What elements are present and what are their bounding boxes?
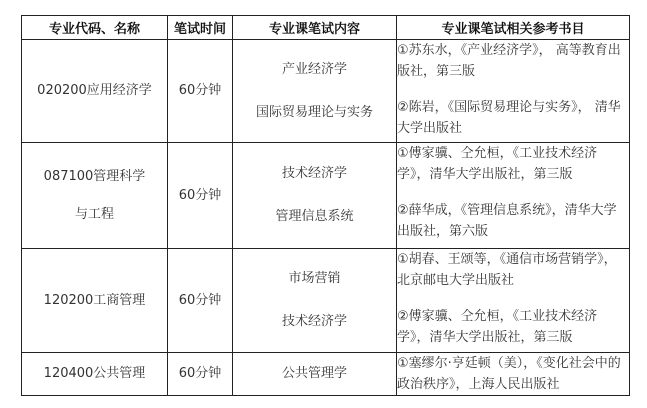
exam-content-cell — [233, 143, 397, 249]
header-exam-content: 专业课笔试内容 — [233, 16, 397, 40]
references-cell — [397, 249, 630, 353]
exam-time-cell — [168, 40, 233, 143]
header-exam-time: 笔试时间 — [168, 16, 233, 40]
table-row — [22, 40, 630, 143]
exam-time-cell — [168, 143, 233, 249]
references-cell — [397, 353, 630, 396]
exam-content-line: 公共管理学 — [281, 366, 347, 381]
header-reference-books: 专业课笔试相关参考书目 — [397, 16, 630, 40]
exam-content-cell — [233, 40, 397, 143]
exam-time-value: 60分钟 — [178, 83, 222, 98]
reference-entry: ①塞缪尔·亨廷顿（美），《变化社会中的政治秩序》，上海人民出版社 — [397, 356, 621, 392]
exam-info-table — [21, 15, 630, 396]
table-row — [22, 353, 630, 396]
exam-info-table-container — [21, 15, 630, 396]
exam-content-line: 国际贸易理论与实务 — [255, 104, 373, 120]
exam-content-line: 技术经济学 — [281, 314, 347, 329]
major-code-line: 020200应用经济学 — [37, 83, 152, 98]
references-cell — [397, 143, 630, 249]
reference-entry: ②陈岩，《国际贸易理论与实务》， 清华大学出版社 — [397, 100, 621, 136]
major-code-cell — [22, 143, 168, 249]
major-code-line: 120200工商管理 — [43, 292, 146, 308]
major-code-line: 087100管理科学 — [43, 168, 146, 184]
reference-entry: ②薛华成，《管理信息系统》，清华大学出版社，第六版 — [397, 203, 617, 239]
table-row — [22, 249, 630, 353]
exam-time-value: 60分钟 — [178, 187, 222, 203]
exam-content-cell — [233, 353, 397, 396]
major-code-line: 120400公共管理 — [43, 366, 146, 381]
reference-entry: ①苏东水，《产业经济学》， 高等教育出版社，第三版 — [397, 43, 621, 79]
exam-time-value: 60分钟 — [178, 366, 222, 381]
exam-content-line: 技术经济学 — [281, 166, 347, 181]
exam-time-cell — [168, 353, 233, 396]
exam-content-line: 管理信息系统 — [275, 209, 354, 224]
header-major-code-name: 专业代码、名称 — [22, 16, 168, 40]
exam-content-line: 产业经济学 — [281, 61, 347, 77]
exam-time-value: 60分钟 — [178, 292, 222, 308]
major-code-cell — [22, 353, 168, 396]
reference-entry: ②傅家骥、仝允桓，《工业技术经济学》，清华大学出版社，第三版 — [397, 309, 598, 345]
reference-entry: ①胡春、王颂等，《通信市场营销学》，北京邮电大学出版社 — [397, 252, 617, 288]
reference-entry: ①傅家骥、仝允桓，《工业技术经济学》，清华大学出版社，第三版 — [397, 146, 598, 182]
exam-content-line: 市场营销 — [288, 271, 341, 286]
table-header — [22, 16, 630, 40]
references-cell — [397, 40, 630, 143]
major-code-cell — [22, 249, 168, 353]
table-row — [22, 143, 630, 249]
exam-content-cell — [233, 249, 397, 353]
header-row — [22, 16, 630, 40]
major-code-line: 与工程 — [74, 206, 114, 222]
exam-time-cell — [168, 249, 233, 353]
major-code-cell — [22, 40, 168, 143]
